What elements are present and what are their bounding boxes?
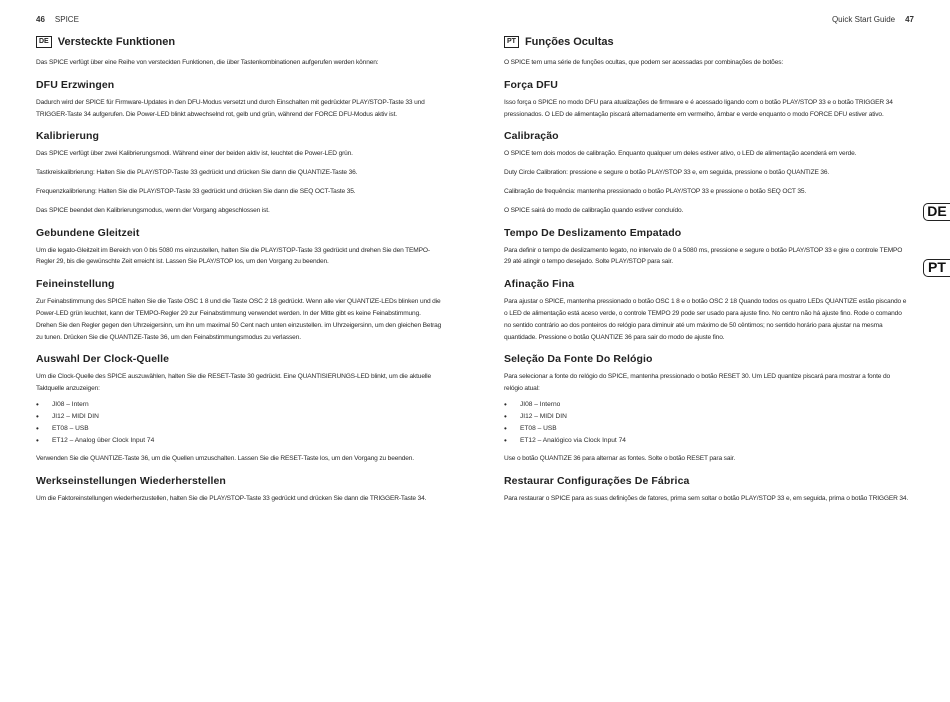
hidden-functions-title-de: Versteckte Funktionen: [57, 36, 176, 48]
clock-heading-de: Auswahl Der Clock-Quelle: [36, 353, 170, 366]
clock-heading-pt: Seleção Da Fonte Do Relógio: [504, 353, 653, 366]
factory-heading-de: Werkseinstellungen Wiederherstellen: [36, 474, 226, 487]
finetune-heading-de: Feineinstellung: [36, 278, 115, 291]
clock-outro-de: Verwenden Sie die QUANTIZE-Taste 36, um die Quellen umzuschalten. Lassen Sie die RESET-Taste los, um den Vorgang zu beenden.: [36, 454, 414, 462]
calibration-p1-de: Das SPICE verfügt über zwei Kalibrierungsmodi. Während einer der beiden aktiv ist, leuchtet die Power-LED grün.: [36, 150, 353, 158]
german-column: [36, 36, 442, 512]
list-item: • ET08 – USB: [36, 423, 442, 435]
factory-heading-pt: Restaurar Configurações De Fábrica: [504, 474, 690, 487]
dfu-heading-pt: Força DFU: [504, 78, 558, 91]
finetune-text-de: Zur Feinabstimmung des SPICE halten Sie die Taste OSC 1 8 und die Taste OSC 2 18 gedrückt. Wenn alle vier QUANTIZE-LEDs blinken und die Power-LED grün leuchtet, kann der TEMPO-Regler 29 zur Feinabstimmung verwendet werden. In der Mitte gibt es keine Feinabstimmung. Drehen Sie den Regler gegen den Uhrzeigersinn, um ihn um maximal 50 Cent nach unten einzustellen. im Uhrzeigersinn, um den gleichen Betrag zu tunen. Drücken Sie die QUANTIZE-Taste 36, um den Feinabstimmungsmodus zu verlassen.: [36, 298, 442, 341]
calibration-heading-de: Kalibrierung: [36, 130, 100, 143]
factory-text-de: Um die Faktoreinstellungen wiederherzustellen, halten Sie die PLAY/STOP-Taste 33 gedrückt und drücken Sie dann die TRIGGER-Taste 34.: [36, 494, 427, 502]
finetune-text-pt: Para ajustar o SPICE, mantenha pressionado o botão OSC 1 8 e o botão OSC 2 18 Quando todos os quatro LEDs QUANTIZE estão piscando e o LED de alimentação está aceso verde, o controle TEMPO 29 pode ser usado para ajuste fino. No centro não há ajuste fino. Rode o comando no sentido contrário ao dos ponteiros do relógio para diminuir até um máximo de 50 cêntimos; no sentido horário para ajustar na mesma quantidade. Pressione o botão QUANTIZE 36 para sair do modo de ajuste fino.: [504, 298, 907, 341]
guide-label: Quick Start Guide: [831, 15, 896, 24]
list-item: • ET08 – USB: [504, 423, 910, 435]
product-label: SPICE: [54, 15, 79, 24]
intro-text-pt: O SPICE tem uma série de funções ocultas, que podem ser acessadas por combinações de botões:: [504, 59, 784, 66]
page-number-right: 47: [905, 15, 914, 24]
calibration-p4-de: Das SPICE beendet den Kalibrierungsmodus, wenn der Vorgang abgeschlossen ist.: [36, 206, 270, 214]
factory-text-pt: Para restaurar o SPICE para as suas definições de fatores, prima sem soltar o botão PLAY/STOP 33 e, em seguida, prima o botão TRIGGER 34.: [504, 494, 909, 502]
portuguese-column: [504, 36, 910, 512]
section-title-pt: [504, 36, 910, 48]
page-header-right: [832, 15, 914, 24]
list-item: • JI08 – Interno: [504, 399, 910, 411]
language-tab-pt[interactable]: PT: [923, 259, 950, 277]
list-item: • JI12 – MIDI DIN: [504, 411, 910, 423]
hidden-functions-title-pt: Funções Ocultas: [524, 36, 614, 48]
language-badge-pt: PT: [504, 36, 519, 48]
intro-text-de: Das SPICE verfügt über eine Reihe von versteckten Funktionen, die über Tastenkombinationen aufgerufen werden können:: [36, 59, 379, 66]
finetune-heading-pt: Afinação Fina: [504, 278, 575, 291]
dfu-text-pt: Isso força o SPICE no modo DFU para atualizações de firmware e é acessado ligando com o botão PLAY/STOP 33 e o botão TRIGGER 34 pressionados. O LED de alimentação piscará alternadamente em vermelho, âmbar e verde enquanto o modo FORCE DFU estiver ativo.: [504, 98, 893, 118]
calibration-heading-pt: Calibração: [504, 130, 559, 143]
clock-outro-pt: Use o botão QUANTIZE 36 para alternar as fontes. Solte o botão RESET para sair.: [504, 454, 736, 462]
calibration-p4-pt: O SPICE sairá do modo de calibração quando estiver concluído.: [504, 206, 684, 214]
calibration-p3-de: Frequenzkalibrierung: Halten Sie die PLAY/STOP-Taste 33 gedrückt und drücken Sie dann die SEQ OCT-Taste 35.: [36, 187, 356, 195]
language-tab-de[interactable]: DE: [923, 203, 950, 221]
page-number-left: 46: [36, 15, 45, 24]
page-header-left: [36, 15, 79, 24]
list-item: • JI12 – MIDI DIN: [36, 411, 442, 423]
glide-text-de: Um die legato-Gleitzeit im Bereich von 0 bis 5080 ms einzustellen, halten Sie die PLAY/STOP-Taste 33 gedrückt und drehen Sie den TEMPO-Regler 29, bis die gewünschte Zeit erreicht ist. Lassen Sie PLAY/STOP los, um den Vorgang zu beenden.: [36, 246, 430, 266]
glide-heading-pt: Tempo De Deslizamento Empatado: [504, 226, 682, 239]
glide-heading-de: Gebundene Gleitzeit: [36, 226, 140, 239]
clock-text-de: Um die Clock-Quelle des SPICE auszuwählen, halten Sie die RESET-Taste 30 gedrückt. Eine QUANTISIERUNGS-LED blinkt, um die aktuelle Taktquelle anzuzeigen:: [36, 373, 431, 393]
clock-text-pt: Para selecionar a fonte do relógio do SPICE, mantenha pressionado o botão RESET 30. Um LED quantize piscará para mostrar a fonte do relógio atual:: [504, 373, 890, 393]
language-badge-de: DE: [36, 36, 52, 48]
list-item: • ET12 – Analog über Clock Input 74: [36, 435, 442, 447]
clock-source-list-pt: [504, 399, 910, 447]
dfu-text-de: Dadurch wird der SPICE für Firmware-Updates in den DFU-Modus versetzt und durch Einschalten mit gedrückter PLAY/STOP-Taste 33 und TRIGGER-Taste 34 aufgerufen. Die Power-LED blinkt abwechselnd rot, gelb und grün, während der FORCE DFU-Modus aktiv ist.: [36, 98, 425, 118]
list-item: • ET12 – Analógico via Clock Input 74: [504, 435, 910, 447]
clock-source-list-de: [36, 399, 442, 447]
glide-text-pt: Para definir o tempo de deslizamento legato, no intervalo de 0 a 5080 ms, pressione e segure o botão PLAY/STOP 33 e gire o controle TEMPO 29 até atingir o tempo desejado. Solte PLAY/STOP para sair.: [504, 246, 903, 266]
calibration-p2-de: Tastkreiskalibrierung: Halten Sie die PLAY/STOP-Taste 33 gedrückt und drücken Sie dann die QUANTIZE-Taste 36.: [36, 169, 358, 177]
calibration-p3-pt: Calibração de frequência: mantenha pressionado o botão PLAY/STOP 33 e pressione o botão SEQ OCT 35.: [504, 187, 807, 195]
calibration-p1-pt: O SPICE tem dois modos de calibração. Enquanto qualquer um deles estiver ativo, o LED de alimentação acenderá em verde.: [504, 150, 857, 158]
list-item: • JI08 – Intern: [36, 399, 442, 411]
section-title-de: [36, 36, 442, 48]
calibration-p2-pt: Duty Circle Calibration: pressione e segure o botão PLAY/STOP 33 e, em seguida, pressione o botão QUANTIZE 36.: [504, 169, 830, 177]
dfu-heading-de: DFU Erzwingen: [36, 78, 115, 91]
